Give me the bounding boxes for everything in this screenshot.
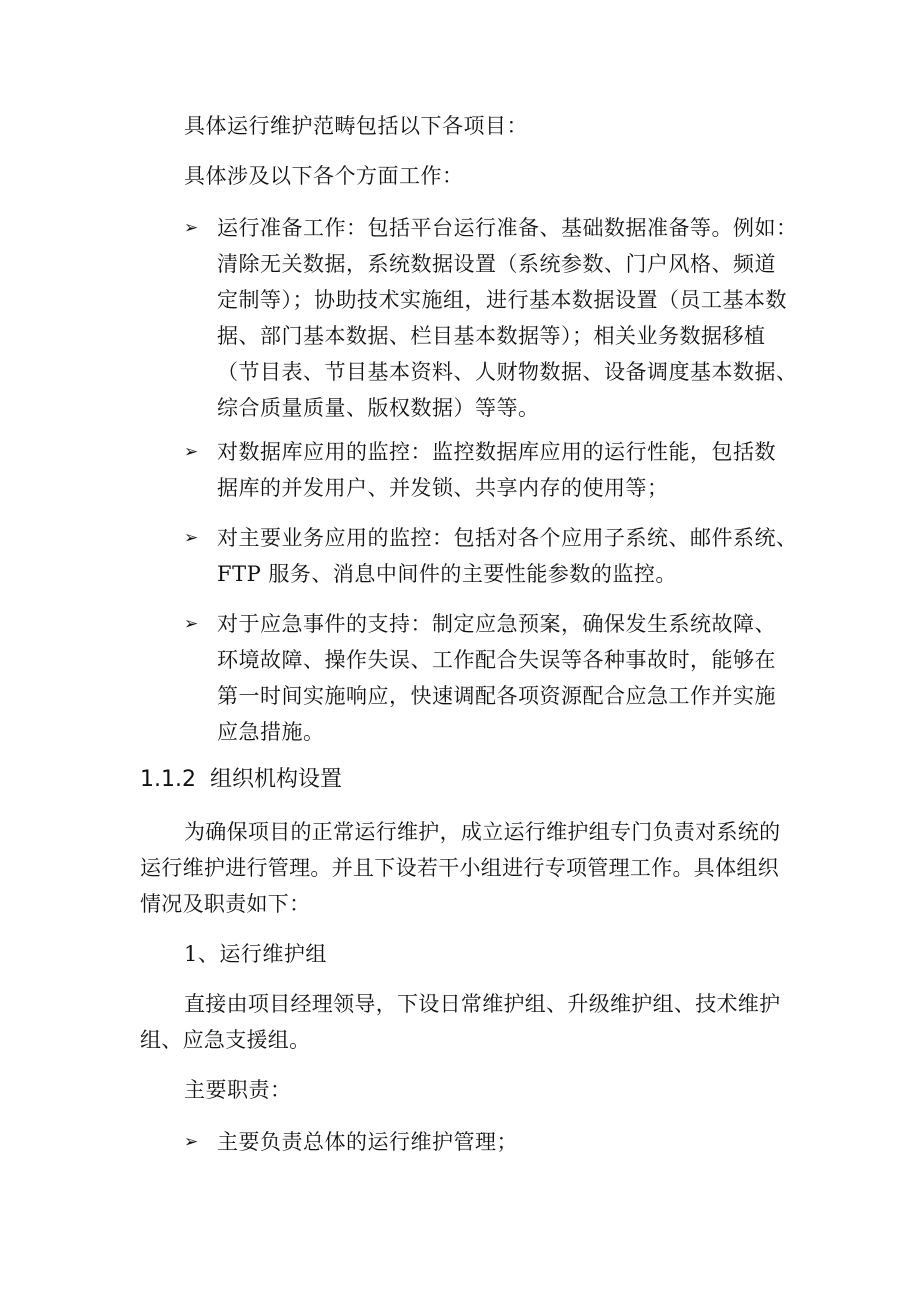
org-para-line-2: 运行维护进行管理。并且下设若干小组进行专项管理工作。具体组织 <box>140 856 779 880</box>
group-desc-line-2: 组、应急支援组。 <box>140 1028 311 1052</box>
org-para-line-1: 为确保项目的正常运行维护，成立运行维护组专门负责对系统的 <box>184 820 781 844</box>
arrow-bullet-icon: ➢ <box>184 218 199 238</box>
bullet-line: 对于应急事件的支持：制定应急预案，确保发生系统故障、 <box>217 612 776 636</box>
bullet-item-emergency-support <box>184 606 804 750</box>
bullet-line: 运行准备工作：包括平台运行准备、基础数据准备等。例如： <box>217 216 798 240</box>
arrow-bullet-icon: ➢ <box>184 1132 199 1152</box>
duty-item <box>184 1124 804 1160</box>
bullet-line: FTP 服务、消息中间件的主要性能参数的监控。 <box>217 562 677 586</box>
bullet-line: 定制等）；协助技术实施组，进行基本数据设置（员工基本数 <box>217 288 787 312</box>
bullet-line: 应急措施。 <box>217 720 325 744</box>
section-title: 组织机构设置 <box>209 767 342 792</box>
bullet-line: 环境故障、操作失误、工作配合失误等各种事故时，能够在 <box>217 648 776 672</box>
group-title: 1、运行维护组 <box>184 942 327 966</box>
section-heading <box>140 762 342 798</box>
group-desc-line-1: 直接由项目经理领导，下设日常维护组、升级维护组、技术维护 <box>184 992 781 1016</box>
bullet-line: 清除无关数据，系统数据设置（系统参数、门户风格、频道 <box>217 252 776 276</box>
section-number: 1.1.2 <box>140 767 196 792</box>
bullet-line: （节目表、节目基本资料、人财物数据、设备调度基本数据、 <box>217 360 798 384</box>
bullet-line: 对主要业务应用的监控：包括对各个应用子系统、邮件系统、 <box>217 526 798 550</box>
bullet-line: 第一时间实施响应，快速调配各项资源配合应急工作并实施 <box>217 684 776 708</box>
bullet-line: 对数据库应用的监控：监控数据库应用的运行性能，包括数 <box>217 440 776 464</box>
intro-line-1: 具体运行维护范畴包括以下各项目： <box>184 114 528 138</box>
bullet-item-database-monitoring <box>184 434 804 506</box>
bullet-line: 据库的并发用户、并发锁、共享内存的使用等； <box>217 476 669 500</box>
arrow-bullet-icon: ➢ <box>184 614 199 634</box>
duties-label: 主要职责： <box>184 1078 292 1102</box>
bullet-item-app-monitoring <box>184 520 804 592</box>
arrow-bullet-icon: ➢ <box>184 528 199 548</box>
org-para-line-3: 情况及职责如下： <box>140 892 311 916</box>
arrow-bullet-icon: ➢ <box>184 442 199 462</box>
bullet-line: 主要负责总体的运行维护管理； <box>217 1130 518 1154</box>
bullet-item-platform-prep <box>184 210 804 426</box>
bullet-line: 综合质量质量、版权数据）等等。 <box>217 396 540 420</box>
bullet-line: 据、部门基本数据、栏目基本数据等）；相关业务数据移植 <box>217 324 766 348</box>
intro-line-2: 具体涉及以下各个方面工作： <box>184 164 464 188</box>
